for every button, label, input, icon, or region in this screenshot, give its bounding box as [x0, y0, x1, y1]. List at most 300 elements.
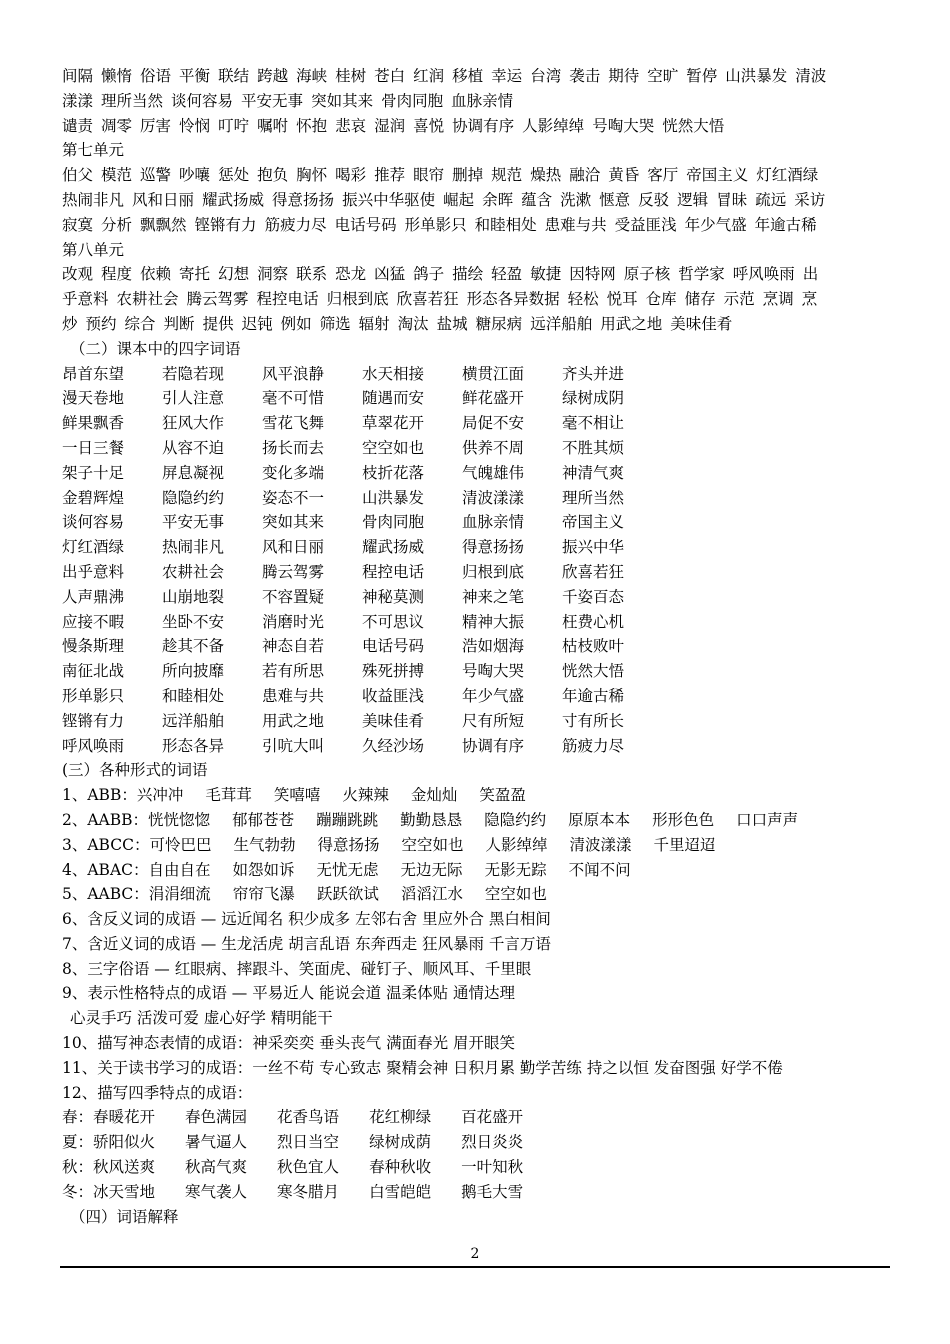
word: 盐城 — [436, 314, 468, 333]
word: 改观 — [62, 265, 94, 284]
form-line — [62, 783, 892, 808]
word: 轻盈 — [491, 265, 523, 284]
word: 海峡 — [296, 67, 328, 85]
word: 厉害 — [140, 116, 172, 135]
idiom-cell: 山洪暴发 — [362, 488, 425, 507]
word: 筋疲力尽 — [264, 215, 327, 234]
word: 炒 — [62, 314, 78, 333]
word: 呼风唤雨 — [732, 265, 795, 284]
idiom-cell: 变化多端 — [262, 463, 325, 482]
form-item: 生气勃勃 — [233, 835, 296, 854]
form-item: 白雪皑皑 — [369, 1182, 432, 1201]
form-item: 恍恍惚惚 — [148, 810, 211, 829]
idiom-cell: 不胜其烦 — [562, 438, 625, 457]
form-item: 烈日炎炎 — [461, 1133, 524, 1152]
form-item: 蹦蹦跳跳 — [316, 810, 379, 829]
word: 分析 — [101, 215, 133, 234]
word: 联结 — [218, 67, 250, 85]
idiom-cell: 血脉亲情 — [462, 513, 525, 532]
form-item: 兴冲冲 — [136, 786, 184, 805]
word: 号啕大哭 — [592, 116, 655, 135]
word-line — [62, 213, 892, 238]
idiom-row — [62, 610, 892, 635]
word: 联系 — [296, 265, 328, 284]
word: 胸怀 — [296, 166, 328, 185]
idiom-cell: 局促不安 — [462, 414, 525, 433]
form-item: 勤勤恳恳 — [400, 810, 463, 829]
form-item: 清波漾漾 — [569, 835, 632, 854]
idiom-cell: 神来之笔 — [462, 587, 525, 606]
form-label: 春： — [62, 1108, 94, 1127]
idiom-cell: 所向披靡 — [162, 662, 225, 681]
idiom-cell: 一日三餐 — [62, 438, 125, 457]
text-line: 8、三字俗语 — 红眼病、摔跟斗、笑面虎、碰钉子、顺风耳、千里眼 — [62, 959, 532, 978]
form-item: 花香鸟语 — [277, 1108, 340, 1127]
idiom-cell: 金碧辉煌 — [62, 488, 125, 507]
idiom-cell: 年少气盛 — [462, 686, 525, 705]
form-item: 自由自在 — [148, 860, 211, 879]
form-item: 口口声声 — [736, 810, 799, 829]
word: 农耕社会 — [116, 290, 179, 309]
word: 程控电话 — [256, 290, 319, 309]
text-line: 7、含近义词的成语 — 生龙活虎 胡言乱语 东奔西走 狂风暴雨 千言万语 — [62, 934, 551, 953]
form-label: 2、AABB： — [62, 810, 149, 829]
word: 年少气盛 — [684, 215, 747, 234]
idiom-row — [62, 684, 892, 709]
idiom-cell: 振兴中华 — [562, 538, 625, 557]
idiom-cell: 神秘莫测 — [362, 587, 425, 606]
word: 客厅 — [647, 166, 679, 185]
word: 湿润 — [374, 116, 406, 135]
word-line — [62, 287, 892, 312]
word: 喜悦 — [413, 116, 445, 135]
idiom-cell: 清波漾漾 — [462, 488, 525, 507]
form-item: 火辣辣 — [342, 786, 389, 805]
word: 铿锵有力 — [194, 215, 257, 234]
idiom-row — [62, 486, 892, 511]
form-line — [62, 882, 892, 907]
form-item: 滔滔江水 — [400, 885, 463, 904]
footer-rule — [60, 1266, 890, 1268]
word: 巡警 — [140, 166, 172, 185]
word: 疏远 — [755, 190, 787, 209]
form-item: 隐隐约约 — [484, 810, 547, 829]
word: 程度 — [101, 265, 133, 284]
word: 和睦相处 — [474, 215, 537, 234]
word: 判断 — [163, 314, 195, 333]
season-line-summer — [62, 1130, 892, 1155]
idiom-cell: 随遇而安 — [362, 389, 425, 408]
idiom-cell: 风和日丽 — [262, 538, 325, 557]
idiom-row — [62, 560, 892, 585]
idiom-cell: 平安无事 — [162, 513, 225, 532]
form-item: 烈日当空 — [277, 1133, 340, 1152]
word: 恍然大悟 — [662, 116, 725, 135]
text-line: 10、描写神态表情的成语：神采奕奕 垂头丧气 满面春光 眉开眼笑 — [62, 1034, 516, 1053]
idiom-cell: 号啕大哭 — [462, 662, 525, 681]
idiom-cell: 风平浪静 — [262, 364, 325, 383]
idiom-row — [62, 510, 892, 535]
word: 轻松 — [567, 290, 599, 309]
word: 突如其来 — [311, 91, 374, 110]
word: 眼帘 — [413, 166, 445, 185]
page-number: 2 — [470, 1246, 480, 1262]
word: 预约 — [85, 314, 117, 333]
word: 储存 — [684, 290, 716, 309]
form-item: 跃跃欲试 — [316, 885, 379, 904]
word: 移植 — [452, 67, 484, 85]
idiom-cell: 殊死拼搏 — [362, 662, 425, 681]
idiom-cell: 神清气爽 — [562, 463, 625, 482]
word: 空旷 — [647, 67, 679, 85]
form-item: 鹅毛大雪 — [461, 1182, 524, 1201]
word: 融洽 — [569, 166, 601, 185]
word: 振兴中华驱使 — [342, 190, 436, 209]
word: 惩处 — [218, 166, 250, 185]
season-line-spring — [62, 1105, 892, 1130]
word: 谴责 — [62, 116, 94, 135]
idiom-cell: 绿树成阴 — [562, 389, 625, 408]
word: 形态各异数据 — [466, 290, 560, 309]
section-title: （二）课本中的四字词语 — [70, 339, 241, 358]
idiom-cell: 坐卧不安 — [162, 612, 225, 631]
form-item: 可怜巴巴 — [149, 835, 212, 854]
idiom-cell: 消磨时光 — [262, 612, 325, 631]
form-item: 郁郁苍苍 — [232, 810, 295, 829]
word: 清波 — [795, 67, 827, 85]
idiom-cell: 患难与共 — [262, 686, 325, 705]
form-label: 1、ABB： — [62, 786, 137, 805]
idiom-row — [62, 461, 892, 486]
form-item: 春色满园 — [185, 1108, 248, 1127]
word: 伯父 — [62, 166, 94, 185]
word: 寄托 — [179, 265, 211, 284]
idiom-row — [62, 659, 892, 684]
word: 骨肉同胞 — [381, 91, 444, 110]
word: 远洋船舶 — [530, 314, 593, 333]
form-item: 空空如也 — [401, 835, 464, 854]
idiom-cell: 引人注意 — [162, 389, 225, 408]
text-line: 6、含反义词的成语 — 远近闻名 积少成多 左邻右舍 里应外合 黑白相间 — [62, 910, 551, 929]
word: 平安无事 — [241, 91, 304, 110]
form-item: 如怨如诉 — [232, 860, 295, 879]
word: 原子核 — [623, 265, 671, 284]
idiom-row — [62, 411, 892, 436]
word: 谈何容易 — [171, 91, 234, 110]
word: 例如 — [280, 314, 312, 333]
idiom-row — [62, 362, 892, 387]
idiom-cell: 突如其来 — [262, 513, 325, 532]
form-item: 空空如也 — [484, 885, 547, 904]
idiom-cell: 齐头并进 — [562, 364, 625, 383]
idiom-cell: 山崩地裂 — [162, 587, 225, 606]
word: 暂停 — [686, 67, 718, 85]
word: 反驳 — [638, 190, 670, 209]
season-line-autumn — [62, 1155, 892, 1180]
form-item: 无忧无虑 — [316, 860, 379, 879]
word: 苍白 — [374, 67, 406, 85]
text-line: 11、关于读书学习的成语：一丝不苟 专心致志 聚精会神 日积月累 勤学苦练 持之以恒 发奋图强 好学不倦 — [62, 1058, 783, 1077]
idiom-cell: 灯红酒绿 — [62, 538, 125, 557]
word: 描绘 — [452, 265, 484, 284]
word: 懒惰 — [101, 67, 133, 85]
word: 吵嚷 — [179, 166, 211, 185]
word: 逻辑 — [677, 190, 709, 209]
idiom-cell: 枯枝败叶 — [562, 637, 625, 656]
word: 耀武扬威 — [202, 190, 265, 209]
idiom-cell: 铿锵有力 — [62, 711, 125, 730]
word-line — [62, 114, 892, 139]
word: 筛选 — [319, 314, 351, 333]
section-title: (三）各种形式的词语 — [62, 761, 208, 780]
idiom-cell: 草翠花开 — [362, 414, 425, 433]
form-item: 寒气袭人 — [185, 1182, 248, 1201]
word: 怜悯 — [179, 116, 211, 135]
idiom-cell: 程控电话 — [362, 562, 425, 581]
word: 美味佳肴 — [670, 314, 733, 333]
idiom-cell: 骨肉同胞 — [362, 513, 425, 532]
word: 糖尿病 — [475, 314, 523, 333]
word: 洗漱 — [560, 190, 592, 209]
idiom-cell: 若隐若现 — [162, 364, 225, 383]
word: 因特网 — [569, 265, 616, 284]
word: 幸运 — [491, 67, 523, 85]
idiom-cell: 枝折花落 — [362, 463, 425, 482]
section-title: （四）词语解释 — [70, 1207, 179, 1226]
idiom-row — [62, 535, 892, 560]
word: 规范 — [491, 166, 523, 185]
word: 理所当然 — [101, 91, 164, 110]
form-label: 冬： — [62, 1182, 94, 1201]
idiom-cell: 若有所思 — [262, 662, 325, 681]
idiom-cell: 热闹非凡 — [162, 538, 225, 557]
idiom-cell: 和睦相处 — [162, 686, 225, 705]
form-item: 百花盛开 — [461, 1108, 524, 1127]
word-line — [62, 262, 892, 287]
word: 受益匪浅 — [614, 215, 677, 234]
form-item: 笑盈盈 — [479, 786, 526, 805]
idiom-cell: 帝国主义 — [562, 513, 625, 532]
word: 依赖 — [140, 265, 172, 284]
idiom-cell: 理所当然 — [562, 488, 625, 507]
idiom-grid — [62, 362, 892, 759]
word-line — [62, 163, 892, 188]
word: 示范 — [723, 290, 755, 309]
form-item: 花红柳绿 — [369, 1108, 432, 1127]
word: 电话号码 — [334, 215, 397, 234]
idiom-cell: 精神大振 — [462, 612, 525, 631]
word: 腾云驾雾 — [186, 290, 249, 309]
word: 洞察 — [257, 265, 289, 284]
word-line — [62, 188, 892, 213]
idiom-cell: 鲜果飘香 — [62, 414, 125, 433]
idiom-row — [62, 634, 892, 659]
idiom-cell: 恍然大悟 — [562, 662, 625, 681]
word: 寂寞 — [62, 215, 94, 234]
word: 推荐 — [374, 166, 406, 185]
unit-title: 第八单元 — [62, 240, 125, 259]
word: 哲学家 — [678, 265, 725, 284]
form-line — [62, 858, 892, 883]
word: 协调有序 — [452, 116, 515, 135]
word: 形单影只 — [404, 215, 467, 234]
idiom-cell: 久经沙场 — [362, 736, 425, 755]
word: 袭击 — [569, 67, 601, 85]
form-label: 3、ABCC： — [62, 835, 150, 854]
idiom-cell: 寸有所长 — [562, 711, 625, 730]
idiom-cell: 年逾古稀 — [562, 686, 625, 705]
word: 迟钝 — [241, 314, 273, 333]
idiom-cell: 毫不相让 — [562, 414, 625, 433]
word: 淘汰 — [397, 314, 429, 333]
word: 热闹非凡 — [62, 190, 125, 209]
unit-title: 第七单元 — [62, 141, 125, 160]
word: 灯红酒绿 — [756, 166, 819, 185]
form-item: 秋风送爽 — [93, 1158, 156, 1177]
word: 烹调 — [762, 290, 794, 309]
word: 冒昧 — [716, 190, 748, 209]
word: 悲哀 — [335, 116, 367, 135]
form-item: 千里迢迢 — [653, 835, 716, 854]
word: 欣喜若狂 — [396, 290, 459, 309]
idiom-cell: 呼风唤雨 — [62, 736, 125, 755]
word: 敏捷 — [530, 265, 562, 284]
form-item: 秋色宜人 — [277, 1158, 340, 1177]
word-line — [62, 312, 892, 337]
word: 提供 — [202, 314, 234, 333]
word: 采访 — [794, 190, 826, 209]
form-item: 得意扬扬 — [317, 835, 380, 854]
form-item: 冰天雪地 — [93, 1182, 156, 1201]
idiom-cell: 狂风大作 — [162, 414, 225, 433]
form-item: 涓涓细流 — [148, 885, 211, 904]
idiom-cell: 尺有所短 — [462, 711, 525, 730]
word: 凶猛 — [374, 265, 406, 284]
word: 黄昏 — [608, 166, 640, 185]
word: 漾漾 — [62, 91, 94, 110]
word: 人影绰绰 — [522, 116, 585, 135]
idiom-cell: 昂首东望 — [62, 364, 125, 383]
idiom-cell: 趁其不备 — [162, 637, 225, 656]
form-item: 毛茸茸 — [205, 786, 252, 805]
idiom-cell: 架子十足 — [62, 463, 125, 482]
word: 惬意 — [599, 190, 631, 209]
word: 烹 — [801, 290, 818, 309]
form-label: 夏： — [62, 1133, 94, 1152]
idiom-cell: 美味佳肴 — [362, 711, 425, 730]
form-item: 无边无际 — [400, 860, 463, 879]
word: 帝国主义 — [686, 166, 749, 185]
form-item: 不闻不问 — [568, 860, 631, 879]
form-line — [62, 833, 892, 858]
idiom-cell: 归根到底 — [462, 562, 525, 581]
word: 出 — [802, 265, 819, 284]
idiom-cell: 腾云驾雾 — [262, 562, 325, 581]
word: 蕴含 — [521, 190, 553, 209]
word: 跨越 — [257, 67, 289, 85]
form-item: 暑气逼人 — [185, 1133, 248, 1152]
word: 凋零 — [101, 116, 133, 135]
idiom-cell: 得意扬扬 — [462, 538, 525, 557]
idiom-cell: 神态自若 — [262, 637, 325, 656]
idiom-row — [62, 709, 892, 734]
document-body — [62, 64, 892, 1229]
form-item: 金灿灿 — [410, 786, 458, 805]
idiom-cell: 千姿百态 — [562, 587, 625, 606]
word: 辐射 — [358, 314, 390, 333]
season-line-winter — [62, 1180, 892, 1205]
idiom-cell: 慢条斯理 — [62, 637, 125, 656]
word: 年逾古稀 — [754, 215, 817, 234]
idiom-cell: 供养不周 — [462, 438, 525, 457]
idiom-cell: 筋疲力尽 — [562, 736, 625, 755]
word: 仓库 — [645, 290, 677, 309]
word: 抱负 — [257, 166, 289, 185]
idiom-row — [62, 386, 892, 411]
idiom-cell: 雪花飞舞 — [262, 414, 325, 433]
word: 用武之地 — [600, 314, 663, 333]
idiom-cell: 隐隐约约 — [162, 488, 225, 507]
idiom-cell: 浩如烟海 — [462, 637, 525, 656]
word: 红润 — [413, 67, 445, 85]
idiom-row — [62, 585, 892, 610]
word: 患难与共 — [544, 215, 607, 234]
form-item: 骄阳似火 — [93, 1133, 156, 1152]
form-item: 形形色色 — [652, 810, 715, 829]
word: 平衡 — [179, 67, 211, 85]
idiom-cell: 协调有序 — [462, 736, 525, 755]
word: 喝彩 — [335, 166, 367, 185]
word-line — [62, 64, 892, 89]
idiom-cell: 从容不迫 — [162, 438, 225, 457]
form-item: 绿树成荫 — [369, 1133, 432, 1152]
idiom-cell: 人声鼎沸 — [62, 587, 125, 606]
form-item: 寒冬腊月 — [277, 1182, 340, 1201]
word: 期待 — [608, 67, 640, 85]
word: 俗语 — [140, 67, 172, 85]
word: 得意扬扬 — [272, 190, 335, 209]
idiom-cell: 欣喜若狂 — [562, 562, 625, 581]
idiom-cell: 水天相接 — [362, 364, 425, 383]
idiom-cell: 远洋船舶 — [162, 711, 225, 730]
word: 叮咛 — [218, 116, 250, 135]
form-label: 秋： — [62, 1158, 94, 1177]
idiom-cell: 不可思议 — [362, 612, 425, 631]
text-line: 心灵手巧 活泼可爱 虚心好学 精明能干 — [70, 1009, 333, 1028]
form-item: 原原本本 — [568, 810, 631, 829]
word-line — [62, 89, 892, 114]
idiom-cell: 电话号码 — [362, 637, 425, 656]
form-item: 帘帘飞瀑 — [232, 885, 295, 904]
idiom-cell: 气魄雄伟 — [462, 463, 525, 482]
idiom-cell: 出乎意料 — [62, 562, 125, 581]
form-line — [62, 808, 892, 833]
idiom-cell: 谈何容易 — [62, 513, 125, 532]
idiom-cell: 南征北战 — [62, 662, 125, 681]
word: 删掉 — [452, 166, 484, 185]
word: 恐龙 — [335, 265, 367, 284]
idiom-cell: 不容置疑 — [262, 587, 325, 606]
idiom-cell: 应接不暇 — [62, 612, 125, 631]
form-item: 秋高气爽 — [185, 1158, 248, 1177]
form-item: 笑嘻嘻 — [273, 786, 321, 805]
idiom-cell: 毫不可惜 — [262, 389, 325, 408]
text-line: 12、描写四季特点的成语： — [62, 1083, 253, 1102]
idiom-cell: 引吭大叫 — [262, 736, 325, 755]
word: 山洪暴发 — [725, 67, 788, 85]
text-line: 9、表示性格特点的成语 — 平易近人 能说会道 温柔体贴 通情达理 — [62, 984, 515, 1003]
form-item: 无影无踪 — [484, 860, 547, 879]
